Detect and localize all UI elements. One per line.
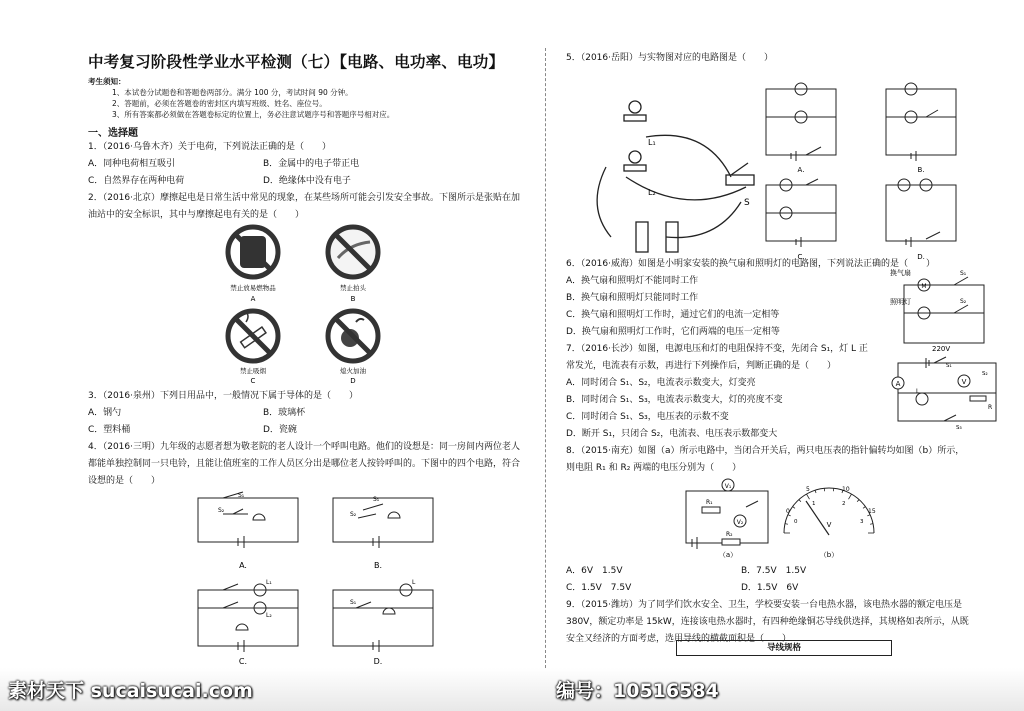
- q7-stem-2: 常发光，电流表有示数，再进行下列操作后，判断正确的是（ ）: [566, 361, 837, 371]
- q8-option-c: C．1.5V 7.5V: [566, 583, 632, 593]
- column-divider: [545, 48, 546, 668]
- q1-stem: 1．（2016·乌鲁木齐）关于电荷，下列说法正确的是（ ）: [88, 142, 331, 152]
- q8-r1: R₁: [706, 499, 713, 506]
- q8-tick-top-0: 0: [786, 508, 790, 515]
- q6-s2: S₂: [960, 298, 967, 305]
- q7-option-d: D．断开 S₁，只闭合 S₂，电流表、电压表示数都变大: [566, 429, 778, 439]
- q8-option-a: A．6V 1.5V: [566, 566, 623, 576]
- q5-option-c-circuit: [766, 179, 836, 247]
- q8-stem-1: 8．（2015·南充）如图（a）所示电路中，当闭合开关后，两只电压表的指针偏转均如图（b）所示，: [566, 446, 965, 456]
- q4b-s1: S₁: [373, 496, 380, 503]
- q5-label-a: A.: [797, 166, 805, 174]
- q2-stem: 2．（2016·北京）摩擦起电是日常生活中常见的现象，在某些场所可能会引发安全事故。下图所示是张贴在加油站中的安全标识，其中与摩擦起电有关的是（ ）: [88, 193, 520, 220]
- q6-option-a: A．换气扇和照明灯不能同时工作: [566, 276, 699, 286]
- q5-option-a-circuit: [766, 83, 836, 161]
- q8-v1: V₁: [724, 483, 732, 490]
- q4-circuit-diagrams: [88, 490, 528, 670]
- q1-option-b: B．金属中的电子带正电: [263, 159, 360, 169]
- q3-option-c: C．塑料桶: [88, 425, 131, 435]
- q5-phys-l2: L₂: [648, 188, 656, 197]
- q5-option-d-circuit: [886, 179, 956, 247]
- q8-tick-top-2: 10: [842, 486, 850, 493]
- q3-option-b: B．玻璃杯: [263, 408, 306, 418]
- q4c-l2: L₂: [266, 612, 272, 619]
- notice-3: 3、所有答案都必须做在答题卷标定的位置上，务必注意试题序号和答题序号相对应。: [112, 110, 395, 119]
- q6-lamp-label: 照明灯: [890, 298, 911, 306]
- q8-dial-tick: [815, 490, 816, 493]
- q7-option-b: B．同时闭合 S₁、S₃，电流表示数变大，灯的亮度不变: [566, 395, 783, 405]
- q1-options: [88, 156, 530, 190]
- q9-line-1: 9．（2015·潍坊）为了同学们饮水安全、卫生，学校要安装一台电热水器，该电热水器的额定电压是: [566, 600, 962, 610]
- q8-dial-tick: [793, 507, 795, 509]
- sign-c-icon: [228, 311, 278, 385]
- q7-resistor: R: [988, 404, 993, 411]
- q4-stem: 4．（2016·三明）九年级的志愿者想为敬老院的老人设计一个呼叫电路。他们的设想是：同一房间内两位老人都能单独控制同一只电铃，且能让值班室的工作人员区分出是哪位老人按铃呼叫的。下图中的四个电路，符合设想的是（ ）: [88, 442, 521, 486]
- exam-title: 中考复习阶段性学业水平检测（七）【电路、电功率、电功】: [88, 53, 505, 71]
- sign-d-icon: [328, 311, 378, 385]
- q7-circuit: [884, 353, 1002, 431]
- q5-label-b: B.: [917, 166, 925, 174]
- q7-lamp: L: [916, 388, 920, 395]
- q4-circuit-d: [333, 584, 433, 652]
- q5-phys-s: S: [744, 198, 750, 208]
- q4-circuit-c: [198, 584, 298, 652]
- q8-fig-a-caption: （a）: [718, 551, 738, 559]
- q8-tick-bottom-2: 2: [842, 501, 846, 507]
- q8-options: [566, 563, 1006, 597]
- q7-voltmeter: V: [961, 378, 967, 386]
- sign-b-letter: B: [350, 295, 356, 303]
- sign-a-caption: 禁止放易燃物品: [230, 284, 276, 292]
- q5-option-b-circuit: [886, 83, 956, 161]
- q6-option-d: D．换气扇和照明灯工作时，它们两端的电压一定相等: [566, 327, 780, 337]
- right-column: [566, 50, 1006, 648]
- watermark-site: 素材天下 sucaisucai.com: [8, 680, 253, 702]
- q2-safety-signs: [88, 224, 528, 384]
- q3-option-d: D．瓷碗: [263, 425, 297, 435]
- q1-option-a: A．同种电荷相互吸引: [88, 159, 176, 169]
- q3-stem: 3．（2016·泉州）下列日用品中，一般情况下属于导体的是（ ）: [88, 391, 358, 401]
- q8-r2: R₂: [726, 531, 733, 538]
- q4b-s2: S₂: [350, 511, 357, 518]
- q7-s2: S₂: [982, 371, 988, 377]
- q8-dial-tick: [870, 524, 873, 525]
- q8-dial-tick: [849, 494, 852, 499]
- q6-fan-label: 换气扇: [890, 269, 911, 277]
- sign-d-caption: 熄火加油: [340, 367, 366, 375]
- q9-table-title: 导线规格: [676, 640, 892, 656]
- left-column: [88, 50, 530, 674]
- sign-a-icon: [228, 227, 278, 303]
- q7-option-a: A．同时闭合 S₁、S₂，电流表示数变大，灯变亮: [566, 378, 756, 388]
- q4d-s1: S₁: [350, 599, 357, 606]
- q8-tick-top-1: 5: [806, 486, 810, 493]
- q1-option-d: D．绝缘体中没有电子: [263, 176, 351, 186]
- q4a-s2: S₂: [218, 507, 225, 514]
- q6-voltage: 220V: [932, 345, 951, 353]
- q4-circuit-b: [333, 498, 433, 548]
- q4-label-a: A.: [239, 561, 247, 570]
- notice-heading: 考生须知：: [88, 77, 126, 86]
- q4-circuit-a: [198, 492, 298, 548]
- q8-tick-top-3: 15: [868, 508, 876, 515]
- q4-label-b: B.: [373, 561, 383, 570]
- q5-stem: 5．（2016·岳阳）与实物图对应的电路图是（ ）: [566, 53, 773, 63]
- q7-stem-1: 7．（2016·长沙）如图，电源电压和灯的电阻保持不变，先闭合 S₁，灯 L 正: [566, 344, 868, 354]
- sign-d-letter: D: [350, 377, 356, 385]
- q5-physical-circuit: [597, 101, 754, 252]
- notice-1: 1、本试卷分试题卷和答题卷两部分。满分 100 分，考试时间 90 分钟。: [112, 88, 353, 97]
- q8-dial-tick: [799, 500, 801, 502]
- q8-dial-tick: [785, 524, 788, 525]
- q7-s3: S₃: [956, 425, 962, 431]
- q4-label-d: D.: [373, 657, 383, 666]
- q8-option-d: D．1.5V 6V: [741, 583, 799, 593]
- q6-option-c: C．换气扇和照明灯工作时，通过它们的电流一定相等: [566, 310, 780, 320]
- q8-fig-b-caption: （b）: [819, 551, 839, 559]
- q8-stem-2: 则电阻 R₁ 和 R₂ 两端的电压分别为（ ）: [566, 463, 742, 473]
- q5-label-d: D.: [917, 253, 925, 261]
- q9-line-3: 安全又经济的方面考虑，选用导线的横截面积是（ ）: [566, 634, 792, 644]
- q8-dial-tick: [863, 507, 865, 509]
- q4d-l: L: [412, 579, 416, 586]
- notice-2: 2、答题前，必须在答题卷的密封区内填写班级、姓名、座位号。: [112, 99, 327, 108]
- q6-stem: 6．（2016·威海）如图是小明家安装的换气扇和照明灯的电路图，下列说法正确的是（ ）: [566, 259, 935, 269]
- q6-motor-label: M: [921, 283, 927, 290]
- section-heading: 一、选择题: [88, 128, 138, 139]
- q8-option-b: B．7.5V 1.5V: [741, 566, 807, 576]
- q7-ammeter: A: [895, 380, 901, 388]
- q6-option-b: B．换气扇和照明灯只能同时工作: [566, 293, 699, 303]
- sign-b-caption: 禁止拍头: [340, 284, 366, 292]
- q1-option-c: C．自然界存在两种电荷: [88, 176, 185, 186]
- q8-tick-bottom-1: 1: [812, 501, 816, 507]
- q4-label-c: C.: [238, 657, 248, 666]
- q8-tick-bottom-3: 3: [860, 519, 864, 525]
- q6-circuit: [884, 267, 994, 353]
- q8-dial-tick: [807, 494, 810, 499]
- q8-diagrams: [566, 477, 1006, 559]
- q8-tick-bottom-0: 0: [794, 519, 798, 525]
- q3-option-a: A．钢勺: [88, 408, 122, 418]
- q8-voltmeter-dial: [784, 486, 876, 559]
- q9-line-2: 380V，额定功率是 15kW，连接该电热水器时，有四种绝缘铜芯导线供选择，其规格如表所示，从既: [566, 617, 969, 627]
- watermark-id: 编号：10516584: [556, 680, 719, 702]
- q8-unit: V: [826, 521, 832, 529]
- q3-options: [88, 405, 530, 439]
- q5-label-c: C.: [797, 253, 805, 261]
- sign-b-icon: [328, 227, 378, 303]
- q5-phys-l1: L₁: [648, 138, 656, 147]
- q4a-s1: S₁: [238, 492, 245, 499]
- q8-v2: V₂: [736, 519, 744, 526]
- sign-c-caption: 禁止吸烟: [240, 367, 266, 375]
- q7-s1: S₁: [946, 363, 952, 369]
- q5-diagrams: [566, 67, 1006, 261]
- q4c-l1: L₁: [266, 579, 272, 586]
- q7-option-c: C．同时闭合 S₁、S₃，电压表的示数不变: [566, 412, 729, 422]
- q8-needle: [806, 501, 829, 535]
- sign-c-letter: C: [250, 377, 256, 385]
- q8-dial-tick: [857, 500, 859, 502]
- q6-s1: S₁: [960, 270, 967, 277]
- sign-a-letter: A: [250, 295, 256, 303]
